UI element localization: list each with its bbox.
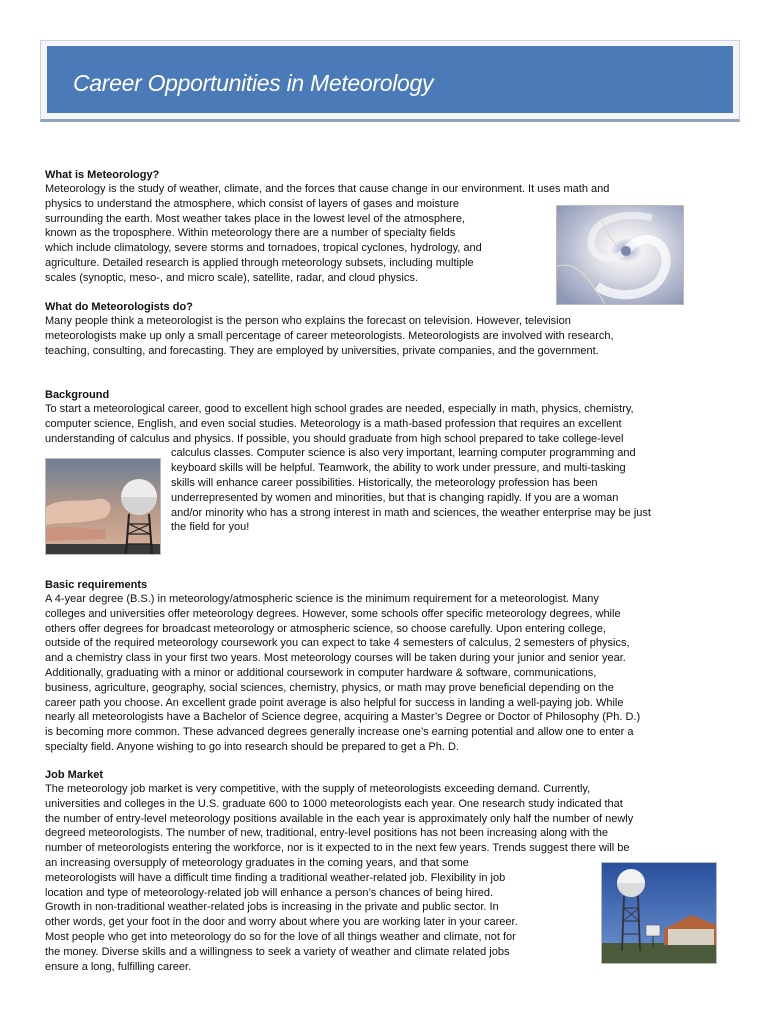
- text-line: other words, get your foot in the door and worry about where you are working later in your career.: [45, 916, 518, 929]
- section-what-do-meteorologists-do: [45, 300, 725, 358]
- text-line: business, agriculture, geography, social sciences, chemistry, physics, or math may prove beneficial depending on the: [45, 681, 614, 694]
- text-line: known as the troposphere. Within meteorology there are a number of specialty fields: [45, 227, 456, 240]
- radar-tower-image: [601, 862, 717, 964]
- text-line: teaching, consulting, and forecasting. They are employed by universities, private companies, and the government.: [45, 344, 599, 357]
- text-line: A 4-year degree (B.S.) in meteorology/atmospheric science is the minimum requirement for a meteorologist. Many: [45, 593, 599, 605]
- text-line: keyboard skills will be helpful. Teamwork, the ability to work under pressure, and multi-tasking: [171, 462, 626, 475]
- text-line: meteorologists make up only a small percentage of career meteorologists. Meteorologists are involved with research,: [45, 329, 614, 342]
- text-line: degreed meteorologists. The number of new, traditional, entry-level positions has not been increasing along with the: [45, 827, 608, 840]
- text-line: colleges and universities offer meteorology degrees. However, some schools offer specific meteorology degrees, while: [45, 607, 621, 620]
- text-line: Growth in non-traditional weather-related jobs is increasing in the private and public sector. In: [45, 901, 499, 914]
- text-line: which include climatology, severe storms and tornadoes, tropical cyclones, hydrology, and: [45, 242, 482, 255]
- text-line: skills will enhance career possibilities. Historically, the meteorology profession has been: [171, 476, 598, 489]
- page-title: Career Opportunities in Meteorology: [73, 70, 434, 96]
- section-heading: Job Market: [45, 769, 104, 781]
- text-line: understanding of calculus and physics. If possible, you should graduate from high school prepared to take college-level: [45, 432, 624, 445]
- text-line: The meteorology job market is very competitive, with the supply of meteorologists exceeding demand. Currently,: [45, 783, 591, 795]
- text-line: To start a meteorological career, good to excellent high school grades are needed, especially in math, physics, chemistry,: [45, 403, 634, 415]
- section-heading: Background: [45, 389, 110, 401]
- text-line: location and type of meteorology-related job will enhance a person’s chances of being hired.: [45, 886, 494, 899]
- text-line: the field for you!: [171, 521, 250, 534]
- text-line: computer science, English, and even social studies. Meteorology is a math-based profession that requires an excellent: [45, 417, 622, 430]
- text-line: career path you choose. An excellent grade point average is also helpful for success in landing a well-paying job. While: [45, 696, 624, 709]
- text-line: meteorologists will have a difficult time finding a traditional weather-related job. Flexibility in job: [45, 871, 506, 884]
- text-line: nearly all meteorologists have a Bachelor of Science degree, acquiring a Master’s Degree or Doctor of Philosophy (Ph. D.): [45, 711, 641, 724]
- section-heading: Basic requirements: [45, 579, 148, 591]
- radar-dome-sunset-image: [45, 458, 161, 555]
- section-heading: What do Meteorologists do?: [45, 301, 193, 313]
- text-line: Additionally, graduating with a minor or additional coursework in computer hardware & software, communications,: [45, 666, 597, 679]
- text-line: the money. Diverse skills and a willingness to seek a variety of weather and climate related jobs: [45, 945, 510, 958]
- text-line: Most people who get into meteorology do so for the love of all things weather and climate, not for: [45, 930, 516, 943]
- text-line: and a chemistry class in your first two years. Most meteorology courses will be taken during your junior and senior year.: [45, 652, 626, 665]
- text-line: physics to understand the atmosphere, which consist of layers of gases and moisture: [45, 197, 459, 210]
- text-line: surrounding the earth. Most weather takes place in the lowest level of the atmosphere,: [45, 212, 466, 225]
- text-line: underrepresented by women and minorities, but that is changing rapidly. If you are a woman: [171, 491, 619, 504]
- hurricane-satellite-image: [556, 205, 684, 305]
- text-line: and/or minority who has a strong interest in math and sciences, the weather enterprise may be just: [171, 506, 651, 519]
- text-line: specialty field. Anyone wishing to go into research should be prepared to get a Ph. D.: [45, 740, 459, 753]
- text-line: Many people think a meteorologist is the person who explains the forecast on television. However, television: [45, 315, 571, 327]
- title-banner: [40, 40, 740, 122]
- text-line: the number of entry-level meteorology positions available in the each year is approximately only half the number of newly: [45, 812, 634, 825]
- title-banner-fill: [47, 46, 733, 113]
- text-line: scales (synoptic, meso-, and micro scale), satellite, radar, and cloud physics.: [45, 271, 418, 284]
- text-line: an increasing oversupply of meteorology graduates in the coming years, and that some: [45, 856, 469, 869]
- text-line: number of meteorologists entering the workforce, nor is it expected to in the next few years. Trends suggest there will be: [45, 842, 630, 855]
- section-basic-requirements: [45, 578, 725, 755]
- text-line: calculus classes. Computer science is also very important, learning computer programming and: [171, 447, 636, 460]
- text-line: universities and colleges in the U.S. graduate 600 to 1000 meteorologists each year. One research study indicated that: [45, 797, 623, 810]
- text-line: is becoming more common. These advanced degrees generally increase one’s earning potential and allow one to enter a: [45, 726, 634, 739]
- text-line: outside of the required meteorology coursework you can expect to take 4 semesters of calculus, 2 semesters of physics,: [45, 637, 630, 650]
- section-heading: What is Meteorology?: [45, 169, 160, 181]
- text-line: agriculture. Detailed research is applied through meteorology subsets, including multiple: [45, 256, 474, 269]
- text-line: ensure a long, fulfilling career.: [45, 960, 192, 973]
- text-line: others offer degrees for broadcast meteorology or atmospheric science, so choose carefully. Upon entering college,: [45, 622, 606, 635]
- text-line: Meteorology is the study of weather, climate, and the forces that cause change in our environment. It uses math and: [45, 183, 610, 195]
